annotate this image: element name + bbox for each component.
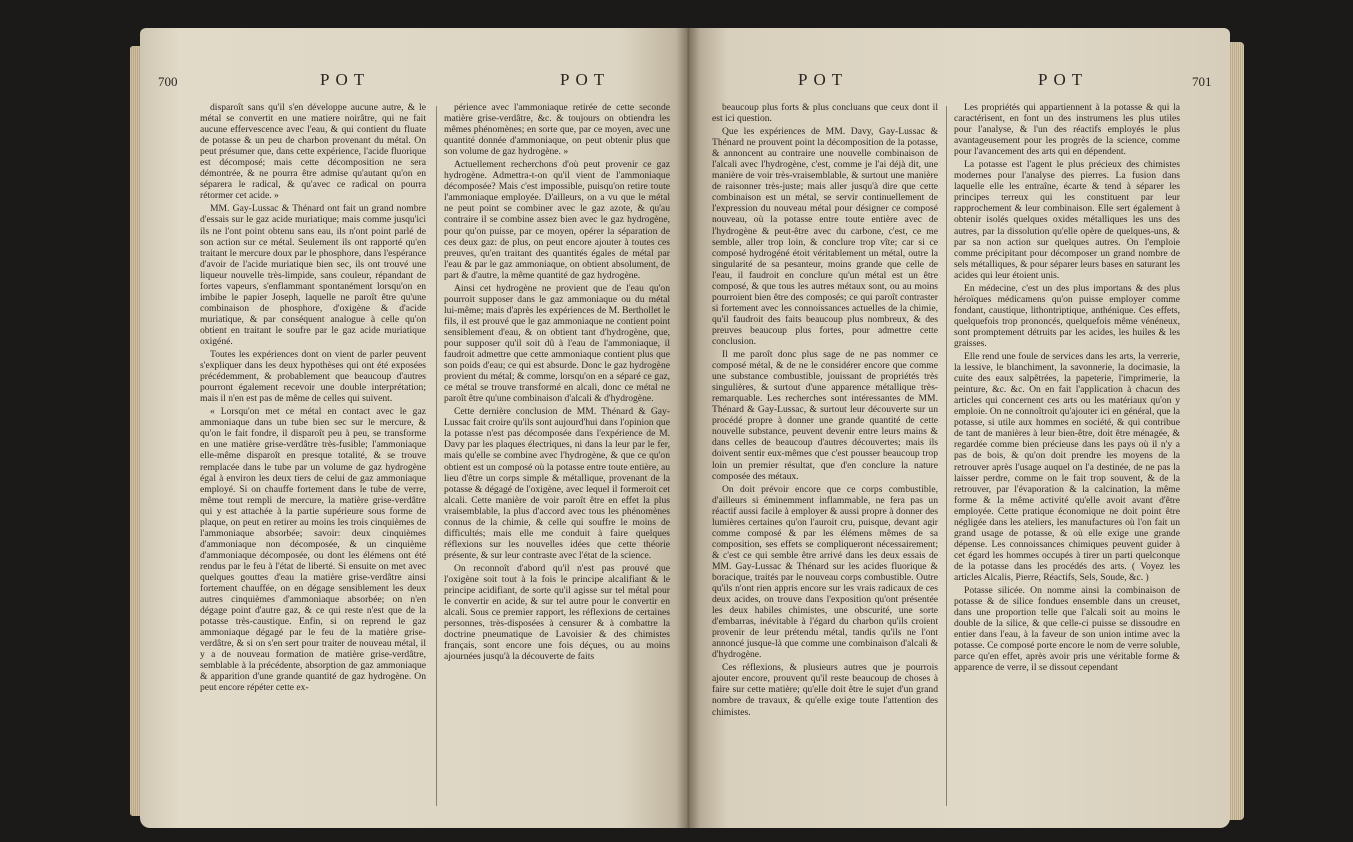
paragraph: En médecine, c'est un des plus importans & des plus héroïques médicamens qu'on puisse employer comme fondant, caustique, lithontriptique, anthénique. Ces effets, quelquefois trop prononcés, quelquefois même vénéneux, sont promptement détruits par les acides, les huiles & les graisses. [954, 282, 1180, 349]
left-page [140, 28, 688, 828]
paragraph: Toutes les expériences dont on vient de parler peuvent s'expliquer dans les deux hypothèses qui ont été exposées précédemment, & probablement que beaucoup d'autres pourront également recevoir une double interprétation; mais il n'en est pas de même de celles qui suivent. [200, 349, 426, 405]
left-page-column-2 [444, 102, 670, 817]
page-number-right: 701 [1192, 74, 1212, 89]
paragraph: MM. Gay-Lussac & Thénard ont fait un grand nombre d'essais sur le gaz acide muriatique; mais comme jusqu'ici ils ne l'ont point obtenu sans eau, ils n'ont point parlé de son action sur ce métal. Seulement ils ont rapporté qu'en traitant le mercure doux par le phosphore, dans l'espérance d'avoir de l'acide muriatique bien sec, ils ont trouvé une liqueur nouvelle très-limpide, sans couleur, répandant de fortes vapeurs, s'enflammant spontanément lorsqu'on en imbibe le papier Joseph, laquelle ne paroît être qu'une combinaison de phosphore, d'oxigène & d'acide muriatique, & par conséquent analogue à celle qu'on obtient en traitant le soufre par le gaz acide muriatique oxigéné. [200, 203, 426, 347]
right-page-column-2 [954, 102, 1180, 817]
paragraph: périence avec l'ammoniaque retirée de cette seconde matière grise-verdâtre, &c. & toujours on obtiendra les mêmes phénomènes; en sorte que, par ce moyen, avec une quantité donnée d'ammoniaque, on peut obtenir plus que son volume de gaz hydrogène. » [444, 102, 670, 158]
running-header-left-2: POT [560, 70, 611, 89]
paragraph: disparoît sans qu'il s'en développe aucune autre, & le métal se convertit en une matiere noirâtre, qui ne fait aucune effervescence avec l'eau, & qui contient du fluate de potasse & un peu de charbon provenant du métal. On peut présumer que, dans cette expérience, l'acide fluorique est décomposé; mais cette décomposition ne sera démontrée, & ne pourra être admise qu'autant qu'on en séparera le radical, & qu'avec ce radical on pourra rétormer cet acide. » [200, 102, 426, 202]
running-header-left-1: POT [320, 70, 371, 89]
paragraph: « Lorsqu'on met ce métal en contact avec le gaz ammoniaque dans un tube bien sec sur le mercure, & qu'on le fait fondre, il disparoît peu à peu, se transforme en une matière grise-verdâtre très-fusible; l'ammoniaque elle-même disparoît en presque totalité, & se trouve remplacée dans le tube par un volume de gaz hydrogène égal à environ les deux tiers de celui de gaz ammoniaque employé. Si on chauffe fortement dans le tube de verre, même tout rempli de mercure, la matière grise-verdâtre qui y est attachée à la partie supérieure sous forme de plaque, on peut en retirer au moins les trois cinquièmes de l'ammoniaque absorbée; savoir: deux cinquièmes d'ammoniaque non décomposée, & un cinquième d'ammoniaque décomposée, ou dont les élémens ont été rendus par le feu à l'état de liberté. Si ensuite on met avec quelques gouttes d'eau la matière grise-verdâtre ainsi fortement chauffée, on en dégage sensiblement les deux autres cinquièmes d'ammoniaque absorbée; on n'en dégage point d'autre gaz, & ce qui reste n'est que de la potasse très-caustique. Enfin, si on reprend le gaz ammoniaque dégagé par le feu de la matière grise-verdâtre, & si on s'en sert pour traiter de nouveau métal, il y a de nouveau formation de matière grise-verdâtre, semblable à la précédente, absorption de gaz ammoniaque & apparition d'une grande quantité de gaz hydrogène. On peut encore répéter cette ex- [200, 406, 426, 694]
paragraph: La potasse est l'agent le plus précieux des chimistes modernes pour l'analyse des pierres. La fusion dans laquelle elle les entraîne, écarte & tend à séparer les principes terreux qui les constituent par leur rapprochement & leur combinaison. Elle sert également à obtenir isolés quelques oxides métalliques les uns des autres, par la dissolution qu'elle opère de quelques-uns, & par sa non action sur quelques autres. On l'emploie comme précipitant pour décomposer un grand nombre de sels métalliques, & pour séparer leurs bases en saturant les acides qui leur étoient unis. [954, 159, 1180, 281]
paragraph: Elle rend une foule de services dans les arts, la verrerie, la lessive, le blanchiment, la savonnerie, la docimasie, la cuite des eaux salpêtrées, la papeterie, l'imprimerie, la peinture, &c. &c. On en fait l'application à chacun des articles qui concernent ces arts ou les matériaux qu'on y emploie. On ne connoîtroit qu'ajouter ici en général, que la potasse, si utile aux hommes en société, & qui contribue de tant de manières à leur bien-être, doit être ménagée, & regardée comme bien précieuse dans les pays où il n'y a pas de bois, & qu'on doit prendre les moyens de la retrouver après l'usage auquel on l'a destinée, de ne pas la laisser perdre, comme on le fait trop souvent, & de la retrouver, par l'évaporation & la calcination, la même forme & la même activité qu'elle avoit avant d'être employée. Cette pratique économique ne doit point être négligée dans les ateliers, les manufactures où l'on fait un grand usage de potasse, & où elle exige une grande dépense. Les connoissances chimiques peuvent guider à cet égard les hommes occupés à tirer un parti quelconque de la potasse dans les procédés des arts. ( Voyez les articles Alcalis, Pierre, Réactifs, Sels, Soude, &c. ) [954, 351, 1180, 583]
running-header-right-1: POT [798, 70, 849, 89]
page-number-left: 700 [158, 74, 178, 89]
paragraph: Actuellement recherchons d'où peut provenir ce gaz hydrogène. Admettra-t-on qu'il vient de l'ammoniaque décomposée? Mais c'est impossible, puisqu'on retire toute l'ammoniaque employée. D'ailleurs, on a vu que le métal ne peut point se combiner avec le gaz azote, & qu'au contraire il se combine assez bien avec le gaz hydrogène, pour qu'on puisse, par ce moyen, opérer la séparation de ces deux gaz: de plus, on peut encore ajouter à toutes ces preuves, qu'en traitant des quantités égales de métal par l'eau & par le gaz ammoniaque, on obtient absolument, de part & d'autre, la même quantité de gaz hydrogène. [444, 159, 670, 281]
book-gutter [676, 28, 700, 828]
column-rule [946, 106, 947, 806]
paragraph: Cette dernière conclusion de MM. Thénard & Gay-Lussac fait croire qu'ils sont aujourd'hui dans l'opinion que la potasse n'est pas décomposée dans l'expérience de M. Davy par les plaques électriques, ni dans la leur par le fer, mais qu'elle se combine avec l'hydrogène, & que ce qu'on obtient est un composé où la potasse entre toute entière, au lieu d'être un corps simple & métallique, provenant de la potasse & dégagé de l'oxigène, avec lequel il formeroit cet alcali. Cette manière de voir paroît être en effet la plus vraisemblable, la plus d'accord avec tous les phénomènes connus de la chimie, & celle qui souffre le moins de difficultés; mais elle me conduit à faire quelques réflexions sur les nouvelles idées que cette théorie présente, & sur leur contraste avec l'état de la science. [444, 406, 670, 561]
running-header-right-2: POT [1038, 70, 1089, 89]
left-page-column-1 [200, 102, 426, 817]
right-page-column-1 [712, 102, 938, 817]
paragraph: Ces réflexions, & plusieurs autres que je pourrois ajouter encore, prouvent qu'il reste beaucoup de choses à faire sur cette matière; qu'elle doit être le sujet d'un grand nombre de travaux, & qu'elle exige toute l'attention des chimistes. [712, 662, 938, 718]
right-page [688, 28, 1230, 828]
paragraph: Ainsi cet hydrogène ne provient que de l'eau qu'on pourroit supposer dans le gaz ammoniaque ou du métal lui-même; mais d'après les expériences de M. Berthollet le fils, il est prouvé que le gaz ammoniaque ne contient point sensiblement d'eau, & on obtient tant d'hydrogène, que, pour supposer qu'il soit dû à l'eau de l'ammoniaque, il faudroit admettre que cette ammoniaque contient plus que son poids d'eau; ce qui est absurde. Donc le gaz hydrogène provient du métal; & comme, lorsqu'on en a séparé ce gaz, ce métal se trouve transformé en alcali, donc ce métal ne paroît être qu'une combinaison d'alcali & d'hydrogène. [444, 282, 670, 405]
open-book [140, 28, 1230, 834]
paragraph: Les propriétés qui appartiennent à la potasse & qui la caractérisent, en font un des instrumens les plus utiles pour l'analyse, & l'un des réactifs employés le plus avantageusement pour les progrès de la science, comme pour l'avancement des arts qui en dépendent. [954, 102, 1180, 158]
paragraph: Potasse silicée. On nomme ainsi la combinaison de potasse & de silice fondues ensemble dans un creuset, dans une proportion telle que l'alcali soit au moins le double de la silice, & que celle-ci puisse se dissoudre en entier dans l'eau, à la faveur de son union intime avec la potasse. Ce composé porte encore le nom de verre soluble, parce qu'en effet, après avoir pris une véritable forme & apparence de verre, il se dissout cependant [954, 585, 1180, 674]
paragraph: On doit prévoir encore que ce corps combustible, d'ailleurs si éminemment inflammable, ne fera pas un réactif aussi facile à employer & aussi propre à donner des lumières certaines qu'on l'auroit cru, puisque, devant agir comme composé & par les élémens mêmes de sa composition, ses effets se compliqueront nécessairement; & c'est ce qui semble être arrivé dans les deux essais de MM. Gay-Lussac & Thénard sur les acides fluorique & boracique, traités par le nouveau corps combustible. Outre qu'ils n'ont rien appris encore sur les vrais radicaux de ces deux acides, on trouve dans l'exposition qu'ont présentée les deux habiles chimistes, une obscurité, une sorte d'embarras, inévitable à l'égard du charbon qu'ils croient provenir de leur prétendu métal, tandis qu'ils ne l'ont annoncé jusque-là que comme une combinaison d'alcali & d'hydrogène. [712, 483, 938, 661]
paragraph: beaucoup plus forts & plus concluans que ceux dont il est ici question. [712, 102, 938, 125]
paragraph: Que les expériences de MM. Davy, Gay-Lussac & Thénard ne prouvent point la décomposition de la potasse, & annoncent au contraire une nouvelle combinaison de l'alcali avec l'hydrogène, c'est, comme je l'ai déjà dit, une manière de voir très-vraisemblable, & surtout une manière de raisonner très-juste; mais aller jusqu'à dire que cette combinaison est un métal, se servir continuellement de l'expression du nouveau métal pour désigner ce composé nouveau, où la potasse entre toute entière avec de l'hydrogène & peut-être avec du carbone, c'est, ce me semble, aller trop loin, & conclure trop vîte; car si ce composé hydrogéné étoit véritablement un métal, outre la singularité de sa pesanteur, moins grande que celle de l'eau, il faudroit en conclure qu'un métal est un être composé, & que tous les autres métaux sont, ou au moins pourroient bien être des composés; ce qui paroît contraster si fortement avec les connoissances actuelles de la chimie, qu'il faudroit des faits beaucoup plus nombreux, & des preuves beaucoup plus fortes, pour admettre cette conclusion. [712, 126, 938, 347]
column-rule [436, 106, 437, 806]
paragraph: Il me paroît donc plus sage de ne pas nommer ce composé métal, & de ne le considérer encore que comme une substance combustible, jouissant de propriétés très singulières, & surtout d'une apparence métallique très-remarquable. Les recherches sont intéressantes de MM. Thénard & Gay-Lussac, & surtout leur découverte sur un procédé propre à donner une grande quantité de cette nouvelle substance, peuvent devenir entre leurs mains & dans celles de beaucoup d'autres découvertes; mais ils doivent sentir eux-mêmes que c'est pousser beaucoup trop loin un premier résultat, que d'en conclure la nature composée des métaux. [712, 349, 938, 482]
paragraph: On reconnoît d'abord qu'il n'est pas prouvé que l'oxigène soit tout à la fois le principe alcalifiant & le principe acidifiant, de sorte qu'il agisse sur tel métal pour le convertir en acide, & sur tel autre pour le convertir en alcali. Sous ce premier rapport, les réflexions de certaines personnes, très-disposées à censurer & à combattre la doctrine pneumatique de Lavoisier & des chimistes français, sont encore une fois déçues, ou au moins ajournées jusqu'à la découverte de faits [444, 562, 670, 663]
